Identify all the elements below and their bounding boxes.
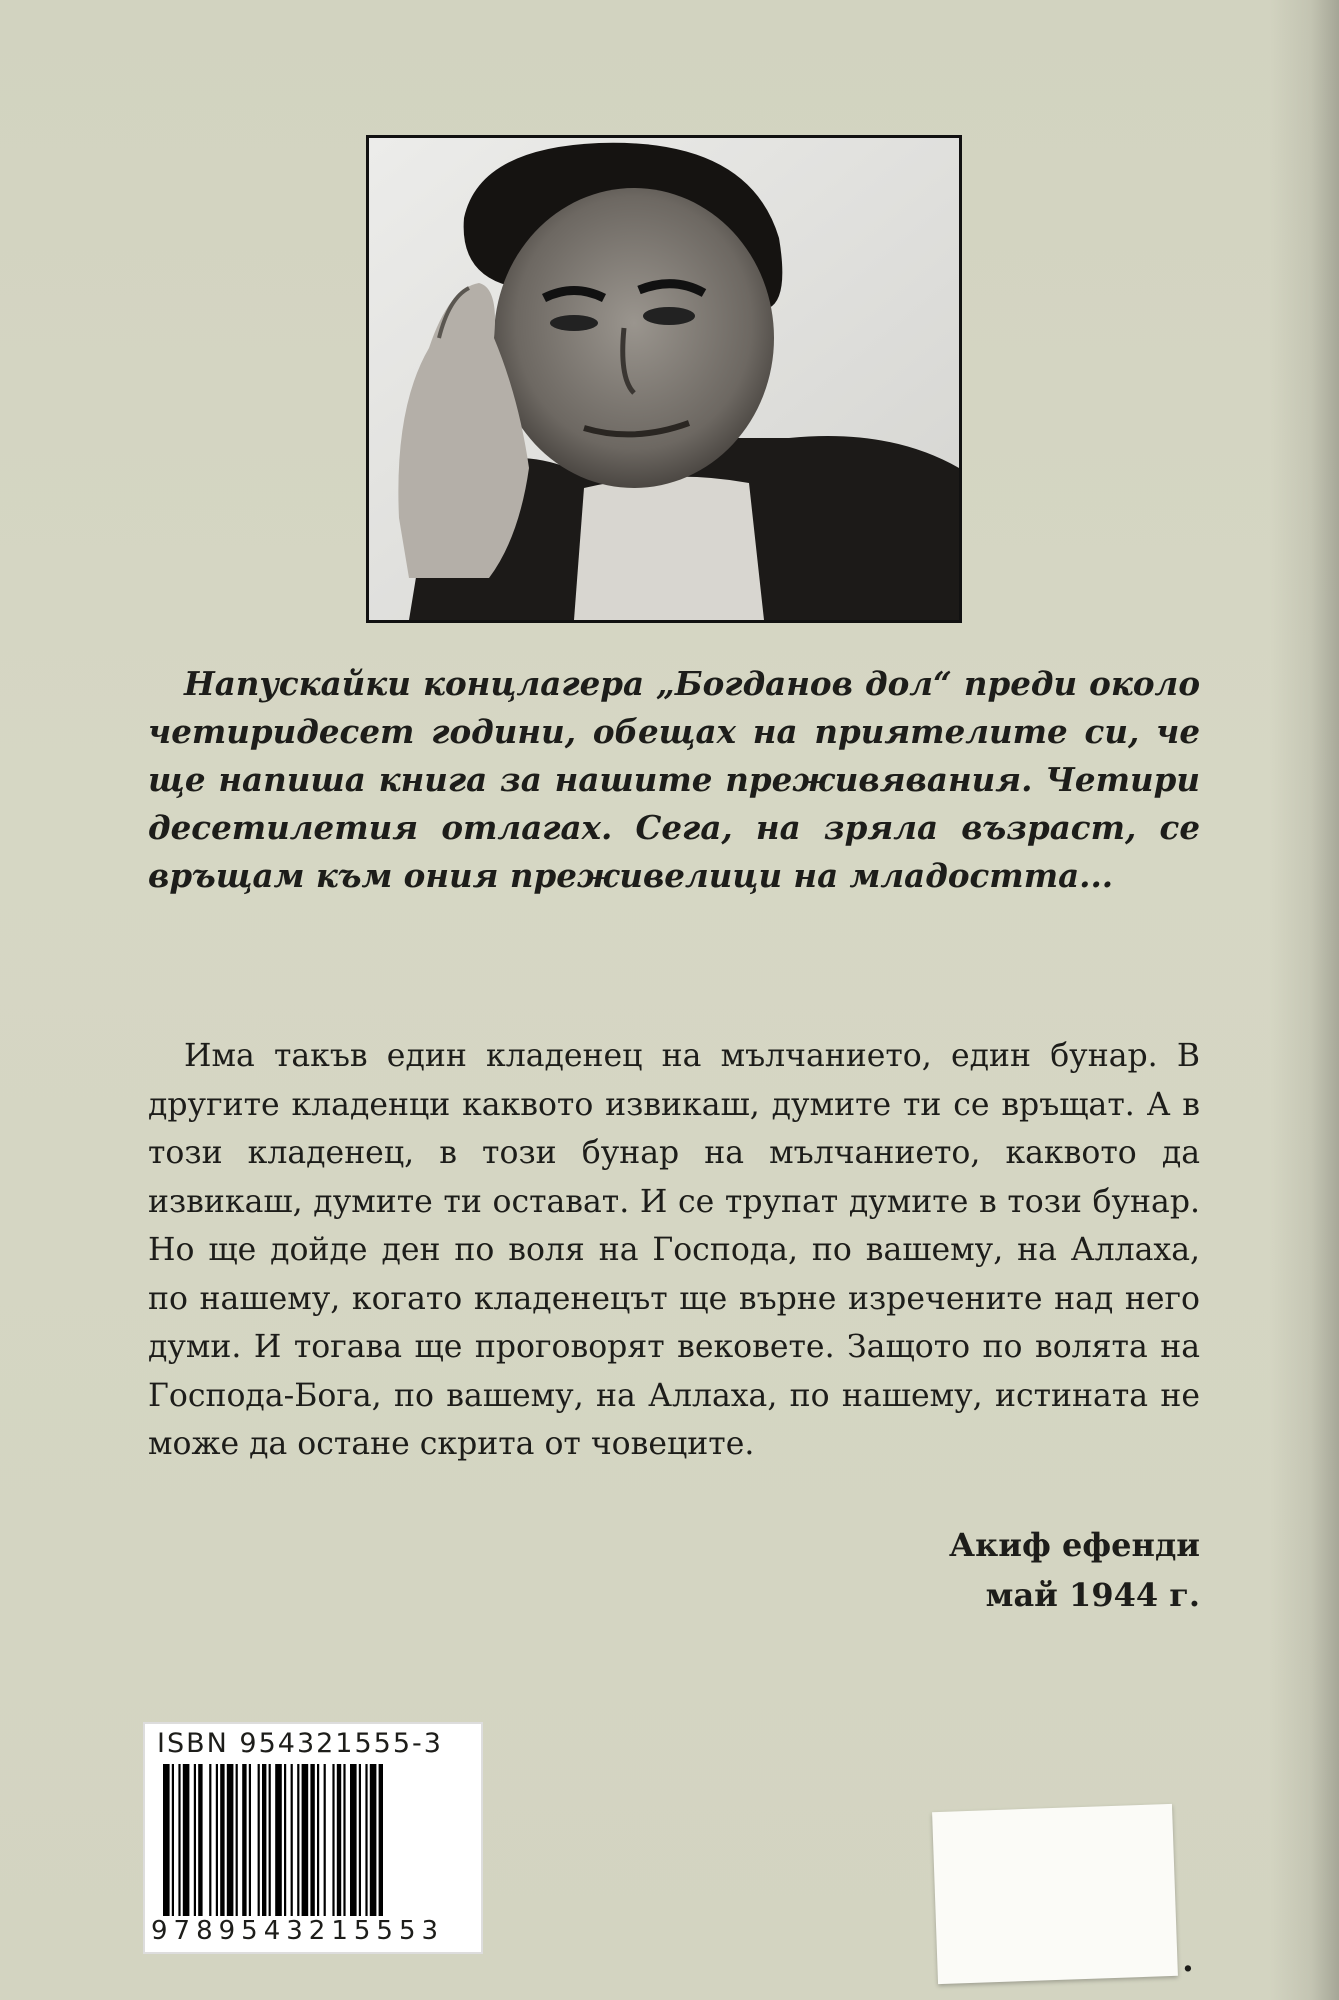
isbn-label: ISBN 954321555-3 [157, 1728, 443, 1759]
barcode-bars [159, 1764, 471, 1916]
barcode-bar [163, 1764, 170, 1916]
barcode-bar [249, 1764, 251, 1916]
signature-date: май 1944 г. [985, 1576, 1200, 1614]
barcode-bar [262, 1764, 266, 1916]
main-passage-text: Има такъв един кладенец на мълчанието, един бунар. В другите кладенци каквото извикаш, думите ти се връщат. А в този кладенец, в този бунар на мълчанието, каквото да извикаш, думите ти остават. И се трупат думите в този бунар. Но ще дойде ден по воля на Господа, по вашему, на Аллаха, по нашему, когато кладенецът ще върне изречените над него думи. И тогава ще проговорят вековете. Защото по волята на Господа-Бога, по вашему, на Аллаха, по нашему, истината не може да остане скрита от човеците. [148, 1038, 1200, 1462]
barcode-bar [332, 1764, 334, 1916]
barcode-bar [343, 1764, 345, 1916]
barcode-bar [178, 1764, 180, 1916]
barcode-bar [297, 1764, 299, 1916]
barcode-bar [269, 1764, 271, 1916]
barcode-bar [236, 1764, 238, 1916]
barcode-bar [227, 1764, 234, 1916]
barcode-bar [284, 1764, 286, 1916]
intro-quote [148, 660, 1200, 900]
barcode-bar [310, 1764, 314, 1916]
cover-edge-shadow [1269, 0, 1339, 2000]
main-passage [148, 1032, 1200, 1469]
barcode-bar [242, 1764, 246, 1916]
barcode-bar [220, 1764, 224, 1916]
barcode-bar [359, 1764, 361, 1916]
ean-number: 9789543215553 [151, 1916, 445, 1946]
price-sticker [932, 1804, 1178, 1984]
barcode-bar [337, 1764, 341, 1916]
barcode-bar [302, 1764, 309, 1916]
barcode-bar [198, 1764, 202, 1916]
barcode-bar [324, 1764, 326, 1916]
barcode-bar [209, 1764, 211, 1916]
barcode-bar [317, 1764, 319, 1916]
barcode-bar [350, 1764, 357, 1916]
barcode-bar [183, 1764, 190, 1916]
barcode-bar [291, 1764, 293, 1916]
corner-mark: . [1182, 1940, 1194, 1980]
barcode-bar [370, 1764, 377, 1916]
signature-block [900, 1520, 1200, 1620]
barcode-bar [194, 1764, 196, 1916]
barcode-bar [365, 1764, 367, 1916]
barcode-bar [172, 1764, 174, 1916]
barcode-bar [258, 1764, 260, 1916]
intro-quote-text: Напускайки концлагера „Богданов дол“ преди около четиридесет години, обещах на приятелите си, че ще напиша книга за нашите преживявания. Четири десетилетия отлагах. Сега, на зряла възраст, се връщам към ония преживелици на младостта... [148, 664, 1200, 895]
barcode-bar [216, 1764, 218, 1916]
author-portrait-image [369, 138, 959, 620]
isbn-barcode [143, 1722, 483, 1954]
barcode-bar [275, 1764, 282, 1916]
signature-name: Акиф ефенди [949, 1526, 1200, 1564]
author-photo [366, 135, 962, 623]
barcode-bar [379, 1764, 383, 1916]
